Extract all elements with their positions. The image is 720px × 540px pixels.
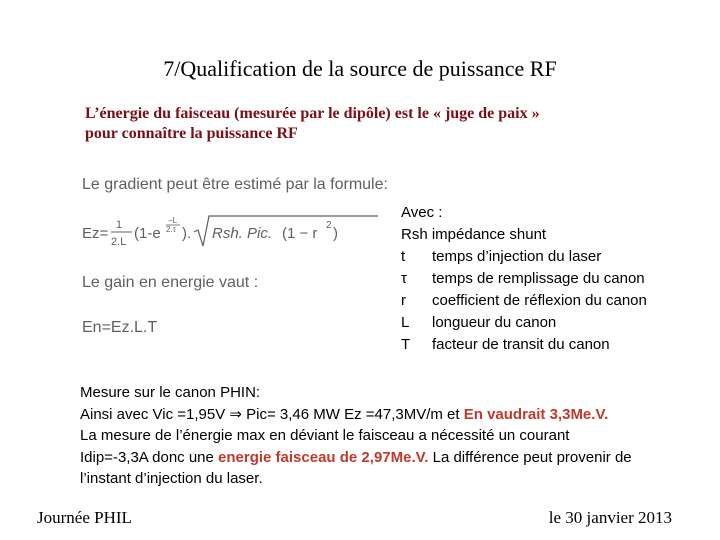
definition-item [401,268,647,290]
svg-text:−L: −L [168,216,178,225]
definitions-list [401,202,647,356]
gradient-formula [82,210,382,254]
gradient-heading: Le gradient peut être estimé par la formule: [82,176,388,193]
intro-line-2: pour connaître la puissance RF [85,125,298,142]
intro-text [85,104,625,144]
svg-text:2.L: 2.L [111,236,127,248]
definition-item [401,312,647,334]
measure-line-4 [80,447,690,469]
measurement-paragraph [80,382,690,490]
implies-arrow-icon: ⇒ [229,405,242,423]
definition-symbol: r [401,292,406,309]
measure-line-4-end: La différence peut provenir de [428,448,632,466]
svg-text:1: 1 [116,219,123,231]
measure-line-1: Mesure sur le canon PHIN: [80,384,261,401]
formula-image [82,176,388,346]
definition-item [401,246,647,268]
gain-heading: Le gain en energie vaut : [82,274,259,291]
svg-text:Rsh. Pic.: Rsh. Pic. [212,225,273,242]
definition-rsh: Rsh impédance shunt [401,226,547,243]
measure-line-3: La mesure de l’énergie max en déviant le faisceau a nécessité un courant [80,427,570,444]
definition-description: temps de remplissage du canon [432,270,645,287]
measure-line-4-start: Idip=-3,3A donc une [80,448,219,466]
slide-title: 7/Qualification de la source de puissance RF [163,56,557,81]
definition-item [401,334,647,356]
svg-text:): ) [333,225,338,242]
svg-text:2: 2 [326,220,332,231]
definition-description: coefficient de réflexion du canon [432,292,647,309]
measure-line-5: l’instant d’injection du laser. [80,470,263,487]
measure-line-2 [80,404,690,426]
definition-symbol: t [401,248,406,265]
estimated-energy-highlight: En vaudrait 3,3Me.V. [463,405,609,423]
footer-date: le 30 janvier 2013 [548,508,672,527]
definition-description: temps d’injection du laser [432,248,602,265]
definition-symbol: T [401,336,411,353]
definition-description: facteur de transit du canon [432,336,610,353]
footer-event: Journée PHIL [37,508,132,527]
definition-symbol: τ [401,270,407,287]
svg-text:Ez=: Ez= [82,225,109,242]
svg-text:(1 − r: (1 − r [282,225,318,242]
definition-item [401,290,647,312]
beam-energy-highlight: energie faisceau de 2,97Me.V. [218,448,429,466]
svg-text:(1-e: (1-e [134,225,161,242]
gain-formula: En=Ez.L.T [82,319,158,336]
svg-text:2.τ: 2.τ [166,225,176,234]
measure-line-2-start: Ainsi avec Vic =1,95V [80,405,230,423]
intro-line-1: L’énergie du faisceau (mesurée par le dipôle) est le « juge de paix » [85,105,540,122]
svg-text:).: ). [182,225,192,242]
definition-description: longueur du canon [432,314,557,331]
measure-line-2-middle: Pic= 3,46 MW Ez =47,3MV/m et [241,405,464,423]
definitions-header: Avec : [401,204,443,221]
definition-symbol: L [401,314,410,331]
